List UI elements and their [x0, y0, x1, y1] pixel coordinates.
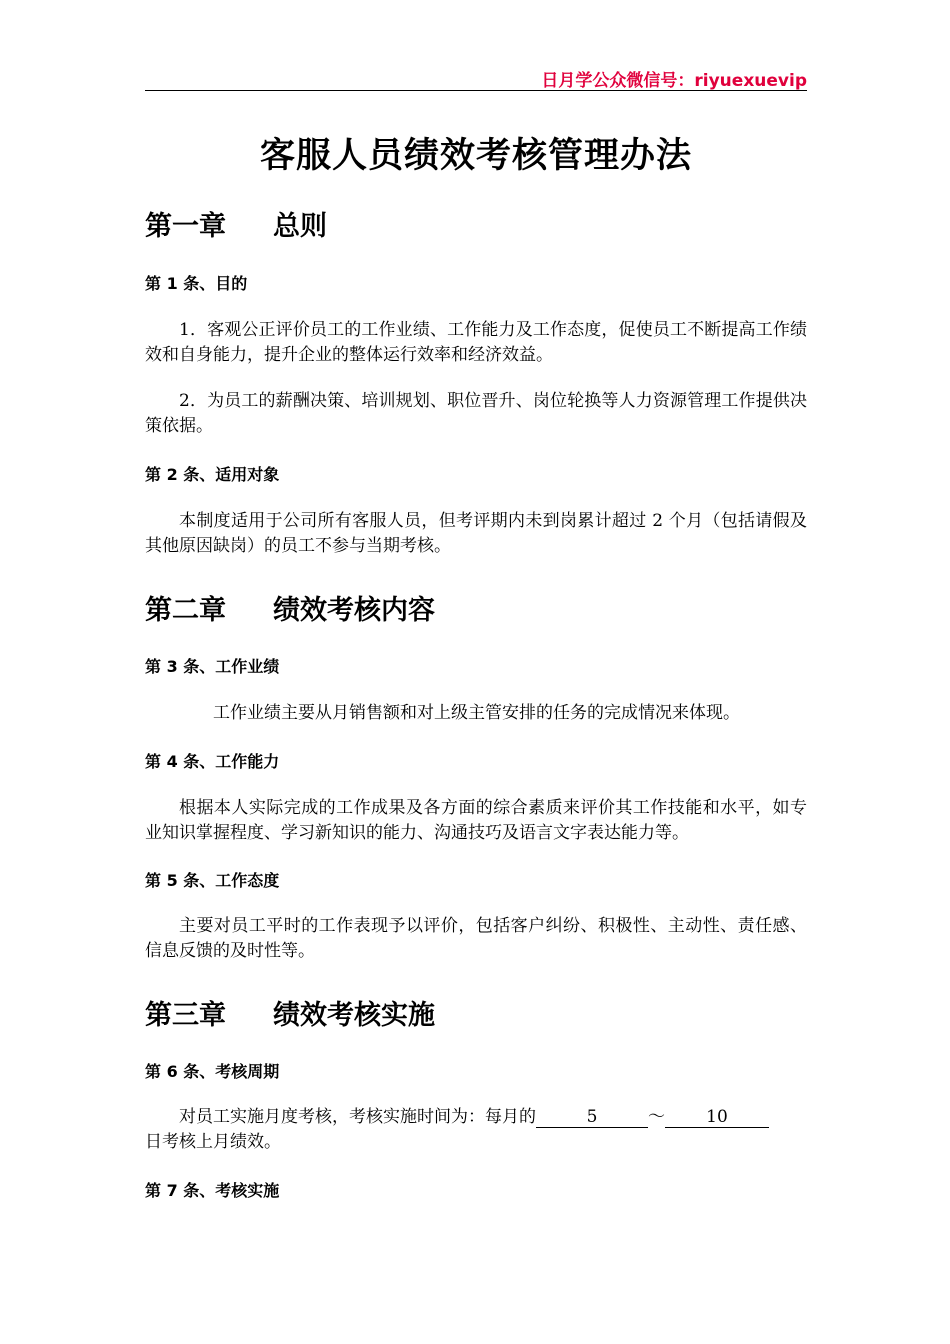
period-separator: ～ [648, 1107, 665, 1127]
chapter-name: 绩效考核内容 [273, 595, 435, 626]
period-end-day: 10 [665, 1107, 769, 1128]
chapter-number: 第三章 [145, 1000, 226, 1031]
chapter-number: 第二章 [145, 595, 226, 626]
article-1-paragraph-1: 1．客观公正评价员工的工作业绩、工作能力及工作态度，促使员工不断提高工作绩效和自身能力，提升企业的整体运行效率和经济效益。 [145, 320, 807, 365]
article-6-paragraph-1 [145, 1105, 807, 1155]
chapter-2-heading [145, 588, 435, 627]
period-text-before: 对员工实施月度考核，考核实施时间为：每月的 [179, 1107, 536, 1127]
header-divider [145, 90, 807, 91]
period-text-after: 日考核上月绩效。 [145, 1132, 281, 1152]
article-4-heading: 第 4 条、工作能力 [145, 752, 280, 771]
article-7-heading: 第 7 条、考核实施 [145, 1181, 280, 1200]
chapter-name: 总则 [273, 211, 327, 242]
article-4-paragraph-1: 根据本人实际完成的工作成果及各方面的综合素质来评价其工作技能和水平，如专业知识掌握程度、学习新知识的能力、沟通技巧及语言文字表达能力等。 [145, 798, 807, 843]
article-3-paragraph-1: 工作业绩主要从月销售额和对上级主管安排的任务的完成情况来体现。 [213, 703, 740, 723]
document-title: 客服人员绩效考核管理办法 [259, 136, 692, 176]
chapter-name: 绩效考核实施 [273, 1000, 435, 1031]
article-5-heading: 第 5 条、工作态度 [145, 871, 280, 890]
article-5-paragraph-1: 主要对员工平时的工作表现予以评价，包括客户纠纷、积极性、主动性、责任感、信息反馈的及时性等。 [145, 916, 807, 961]
article-1-paragraph-2: 2．为员工的薪酬决策、培训规划、职位晋升、岗位轮换等人力资源管理工作提供决策依据。 [145, 391, 807, 436]
article-2-heading: 第 2 条、适用对象 [145, 465, 280, 484]
header-wechat-note: 日月学公众微信号：riyuexuevip [541, 71, 807, 91]
period-start-day: 5 [536, 1107, 648, 1128]
chapter-1-heading [145, 204, 327, 243]
chapter-number: 第一章 [145, 211, 226, 242]
article-2-paragraph-1: 本制度适用于公司所有客服人员，但考评期内未到岗累计超过 2 个月（包括请假及其他原因缺岗）的员工不参与当期考核。 [145, 511, 807, 556]
article-3-heading: 第 3 条、工作业绩 [145, 657, 280, 676]
article-6-heading: 第 6 条、考核周期 [145, 1062, 280, 1081]
chapter-3-heading [145, 993, 435, 1032]
article-1-heading: 第 1 条、目的 [145, 274, 248, 293]
